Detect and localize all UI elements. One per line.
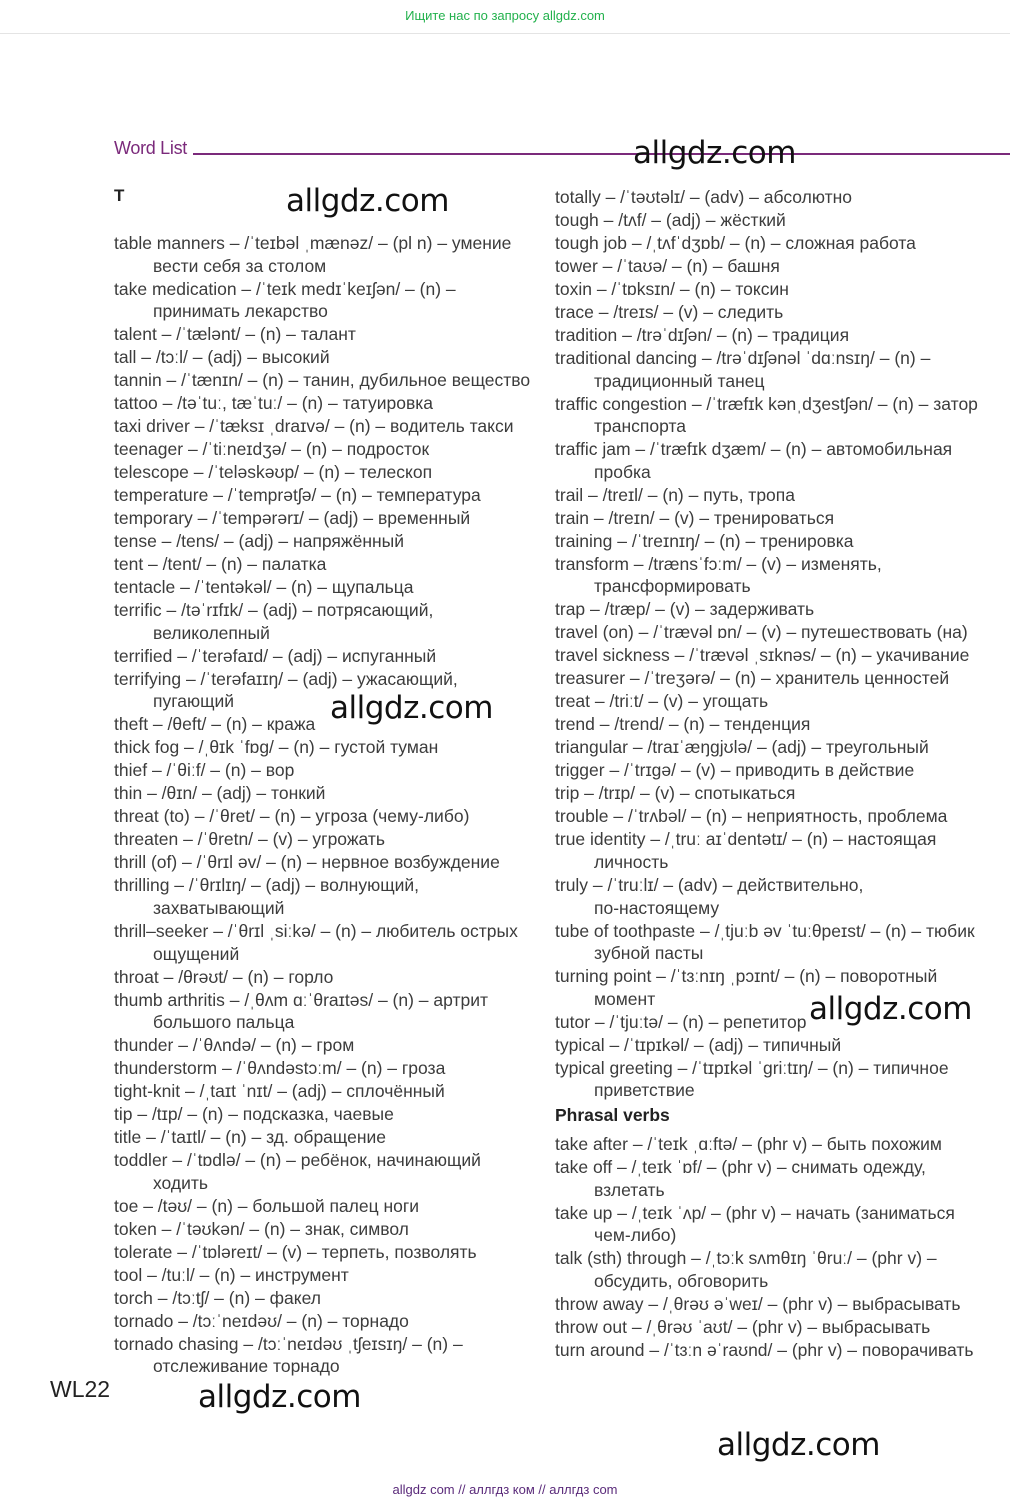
entry-continuation: трансформировать	[594, 576, 751, 597]
entry-text: thunderstorm – /ˈθʌndəstɔːm/ – (n) – гроза	[114, 1058, 446, 1079]
word-entry	[114, 920, 518, 965]
entry-text: thrill (of) – /ˈθrɪl əv/ – (n) – нервное возбуждение	[114, 852, 500, 873]
entry-text: tight-knit – /ˌtaɪt ˈnɪt/ – (adj) – сплочённый	[114, 1081, 445, 1102]
entry-continuation: взлетать	[594, 1179, 665, 1200]
entry-text: torch – /tɔːtʃ/ – (n) – факел	[114, 1287, 321, 1308]
entry-text: totally – /ˈtəʊtəlɪ/ – (adv) – абсолютно	[555, 187, 852, 207]
word-entry	[555, 232, 916, 255]
word-entry	[555, 782, 795, 805]
section-title: Word List	[114, 138, 187, 158]
word-entry	[114, 576, 414, 599]
entry-text: toxin – /ˈtɒksɪn/ – (n) – токсин	[555, 279, 789, 299]
word-entry	[555, 301, 783, 324]
watermark: allgdz.com	[286, 183, 449, 219]
entry-text: tube of toothpaste – /ˌtjuːb əv ˈtuːθpeɪst/ – (n) – тюбик	[555, 920, 975, 941]
entry-text: talent – /ˈtælənt/ – (n) – талант	[114, 324, 356, 345]
word-entry	[555, 1293, 961, 1316]
entry-text: teenager – /ˈtiːneɪdʒə/ – (n) – подросток	[114, 439, 430, 460]
word-entry	[555, 278, 789, 301]
entry-text: thrill–seeker – /ˈθrɪl ˌsiːkə/ – (n) – любитель острых	[114, 921, 518, 941]
entry-text: tutor – /ˈtjuːtə/ – (n) – репетитор	[555, 1011, 807, 1032]
entry-text: thrilling – /ˈθrɪlɪŋ/ – (adj) – волнующий,	[114, 875, 420, 896]
entry-text: true identity – /ˌtruː aɪˈdentətɪ/ – (n) – настоящая	[555, 829, 937, 850]
word-entry	[555, 438, 952, 483]
entry-continuation: великолепный	[153, 622, 270, 643]
word-entry	[114, 346, 330, 369]
word-entry	[555, 736, 929, 759]
word-entry	[114, 782, 325, 805]
word-entry	[555, 1011, 806, 1034]
word-entry	[555, 874, 863, 919]
entry-text: throw out – /ˌθrəʊ ˈaʊt/ – (phr v) – выбрасывать	[555, 1316, 931, 1337]
word-entry	[555, 484, 795, 507]
entry-text: theft – /θeft/ – (n) – кража	[114, 714, 316, 735]
word-entry	[555, 1133, 942, 1156]
entry-text: thumb arthritis – /ˌθʌm ɑːˈθraɪtəs/ – (n) – артрит	[114, 989, 489, 1010]
word-entry	[555, 324, 849, 347]
entry-text: tip – /tɪp/ – (n) – подсказка, чаевые	[114, 1104, 394, 1125]
word-entry	[114, 805, 469, 828]
entry-text: talk (sth) through – /ˌtɔːk sʌmθɪŋ ˈθruː/ – (phr v) –	[555, 1248, 937, 1269]
entry-continuation: отслеживание торнадо	[153, 1356, 340, 1377]
watermark: allgdz.com	[717, 1427, 880, 1463]
word-entry	[114, 645, 436, 668]
word-entry	[114, 438, 429, 461]
entry-text: tool – /tuːl/ – (n) – инструмент	[114, 1264, 349, 1285]
word-entry	[114, 1149, 481, 1194]
word-entry	[555, 805, 947, 828]
word-entry	[114, 415, 514, 438]
entry-text: thick fog – /ˌθɪk ˈfɒg/ – (n) – густой туман	[114, 737, 439, 758]
page-number: WL22	[50, 1376, 111, 1402]
entry-text: tough job – /ˌtʌfˈdʒɒb/ – (n) – сложная работа	[555, 233, 916, 253]
entry-text: turn around – /ˈtɜːn əˈraʊnd/ – (phr v) – поворачивать	[555, 1339, 974, 1360]
word-entry	[555, 209, 786, 232]
word-entry	[114, 1264, 349, 1287]
entry-text: training – /ˈtreɪnɪŋ/ – (n) – тренировка	[555, 530, 854, 551]
entry-text: tense – /tens/ – (adj) – напряжённый	[114, 531, 404, 552]
word-entry	[555, 347, 930, 392]
entry-continuation: транспорта	[594, 416, 687, 437]
word-entry	[114, 232, 511, 277]
word-entry	[114, 851, 500, 874]
letter-heading: T	[114, 186, 125, 205]
word-entry	[114, 1218, 409, 1241]
word-entry	[114, 1195, 419, 1218]
entry-text: token – /ˈtəʊkən/ – (n) – знак, символ	[114, 1218, 409, 1239]
entry-text: terrific – /təˈrɪfɪk/ – (adj) – потрясающий,	[114, 600, 434, 621]
word-entry	[114, 530, 404, 553]
entry-text: travel (on) – /ˈtrævəl ɒn/ – (v) – путешествовать (на)	[555, 622, 968, 643]
entry-text: tradition – /trəˈdɪʃən/ – (n) – традиция	[555, 325, 850, 345]
entry-continuation: обсудить, обговорить	[594, 1270, 769, 1291]
word-entry	[555, 690, 768, 713]
entry-text: taxi driver – /ˈtæksɪ ˌdraɪvə/ – (n) – водитель такси	[114, 416, 514, 437]
entry-text: traffic congestion – /ˈtræfɪk kənˌdʒestʃən/ – (n) – затор	[555, 393, 978, 414]
entry-continuation: по-настоящему	[594, 897, 720, 918]
entry-continuation: большого пальца	[153, 1012, 295, 1033]
word-entry	[114, 1333, 463, 1378]
word-entry	[555, 530, 854, 553]
entry-continuation: чем-либо)	[594, 1225, 677, 1246]
word-entry	[555, 644, 969, 667]
entry-text: treasurer – /ˈtreʒərə/ – (n) – хранитель ценностей	[555, 668, 950, 689]
word-entry	[114, 278, 456, 323]
entry-text: thief – /ˈθiːf/ – (n) – вор	[114, 760, 295, 781]
entry-continuation: вести себя за столом	[153, 255, 327, 276]
entry-text: take off – /ˌteɪk ˈɒf/ – (phr v) – снимать одежду,	[555, 1157, 926, 1177]
entry-continuation: ходить	[153, 1172, 209, 1193]
phrasal-verbs-heading: Phrasal verbs	[555, 1105, 670, 1125]
entry-text: typical – /ˈtɪpɪkəl/ – (adj) – типичный	[555, 1034, 842, 1055]
word-entry	[114, 1126, 386, 1149]
entry-text: take medication – /ˈteɪk medɪˈkeɪʃən/ – (n) –	[114, 278, 456, 299]
entry-continuation: традиционный танец	[594, 370, 765, 391]
word-entry	[555, 553, 882, 598]
word-entry	[555, 507, 834, 530]
entry-text: take after – /ˈteɪk ˌɑːftə/ – (phr v) – быть похожим	[555, 1134, 942, 1154]
entry-text: tannin – /ˈtænɪn/ – (n) – танин, дубильное вещество	[114, 370, 531, 391]
word-entry	[114, 713, 315, 736]
entry-text: train – /treɪn/ – (v) – тренироваться	[555, 507, 835, 528]
word-entry	[555, 713, 810, 736]
entry-text: trap – /træp/ – (v) – задерживать	[555, 599, 815, 620]
word-entry	[555, 1247, 937, 1292]
entry-continuation: приветствие	[594, 1080, 695, 1101]
word-entry	[555, 759, 914, 782]
word-entry	[555, 1034, 841, 1057]
entry-continuation: пробка	[594, 461, 651, 482]
word-entry	[114, 461, 432, 484]
entry-text: take up – /ˌteɪk ˈʌp/ – (phr v) – начать (заниматься	[555, 1202, 955, 1223]
word-entry	[114, 759, 294, 782]
word-entry	[555, 1339, 973, 1362]
word-entry	[555, 255, 780, 278]
entry-text: travel sickness – /ˈtrævəl ˌsɪknəs/ – (n) – укачивание	[555, 645, 970, 666]
word-entry	[555, 621, 968, 644]
word-entry	[114, 1034, 354, 1057]
entry-text: tower – /ˈtaʊə/ – (n) – башня	[555, 256, 780, 276]
word-entry	[555, 828, 936, 873]
entry-text: trend – /trend/ – (n) – тенденция	[555, 714, 811, 735]
word-entry	[114, 1241, 477, 1264]
word-entry	[114, 989, 488, 1034]
word-entry	[555, 186, 852, 209]
entry-text: traditional dancing – /trəˈdɪʃənəl ˈdɑːnsɪŋ/ – (n) –	[555, 348, 931, 368]
entry-text: throw away – /ˌθrəʊ əˈweɪ/ – (phr v) – выбрасывать	[555, 1293, 961, 1314]
entry-text: turning point – /ˈtɜːnɪŋ ˌpɔɪnt/ – (n) – поворотный	[555, 966, 938, 987]
watermark: allgdz.com	[330, 690, 493, 726]
word-entry	[114, 507, 470, 530]
entry-text: trace – /treɪs/ – (v) – следить	[555, 302, 784, 322]
entry-text: temporary – /ˈtempərərɪ/ – (adj) – временный	[114, 508, 471, 529]
entry-continuation: зубной пасты	[594, 943, 704, 964]
entry-text: thin – /θɪn/ – (adj) – тонкий	[114, 783, 326, 804]
entry-text: trouble – /ˈtrʌbəl/ – (n) – неприятность, проблема	[555, 806, 948, 827]
word-entry	[114, 392, 433, 415]
entry-text: truly – /ˈtruːlɪ/ – (adv) – действительно,	[555, 875, 864, 895]
entry-text: tent – /tent/ – (n) – палатка	[114, 554, 327, 575]
word-entry	[114, 599, 433, 644]
entry-continuation: захватывающий	[153, 897, 285, 918]
word-entry	[114, 323, 356, 346]
word-entry	[114, 1080, 445, 1103]
entry-continuation: личность	[594, 851, 669, 872]
entry-text: transform – /trænsˈfɔːm/ – (v) – изменять,	[555, 553, 882, 574]
word-entry	[555, 1057, 949, 1102]
word-entry	[555, 1316, 930, 1339]
word-entry	[555, 1202, 955, 1247]
word-entry	[555, 667, 949, 690]
entry-text: trip – /trɪp/ – (v) – спотыкаться	[555, 783, 796, 804]
watermark: allgdz.com	[809, 991, 972, 1027]
word-entry	[114, 1057, 445, 1080]
entry-text: title – /ˈtaɪtl/ – (n) – зд. обращение	[114, 1127, 387, 1148]
entry-text: trail – /treɪl/ – (n) – путь, тропа	[555, 484, 795, 505]
entry-text: treat – /triːt/ – (v) – угощать	[555, 691, 769, 712]
entry-text: throat – /θrəʊt/ – (n) – горло	[114, 966, 334, 987]
section-rule	[193, 153, 1010, 155]
entry-text: thunder – /ˈθʌndə/ – (n) – гром	[114, 1035, 355, 1056]
entry-text: threaten – /ˈθretn/ – (v) – угрожать	[114, 829, 386, 850]
word-entry	[114, 874, 419, 919]
word-entry	[114, 369, 530, 392]
entry-text: typical greeting – /ˈtɪpɪkəl ˈgriːtɪŋ/ – (n) – типичное	[555, 1057, 949, 1078]
entry-text: tall – /tɔːl/ – (adj) – высокий	[114, 347, 330, 368]
entry-continuation: принимать лекарство	[153, 301, 328, 322]
footer-links[interactable]: allgdz com // аллгдз ком // аллгдз com	[392, 1482, 618, 1497]
watermark: allgdz.com	[198, 1379, 361, 1415]
top-divider	[0, 33, 1010, 34]
entry-text: telescope – /ˈteləskəʊp/ – (n) – телескоп	[114, 462, 433, 483]
top-banner[interactable]: Ищите нас по запросу allgdz.com	[405, 8, 605, 23]
word-entry	[114, 828, 385, 851]
entry-text: terrified – /ˈterəfaɪd/ – (adj) – испуганный	[114, 645, 437, 666]
entry-text: tornado chasing – /tɔːˈneɪdəʊ ˌtʃeɪsɪŋ/ – (n) –	[114, 1333, 463, 1354]
entry-text: triangular – /traɪˈæŋgjʊlə/ – (adj) – треугольный	[555, 737, 929, 758]
entry-continuation: пугающий	[153, 691, 235, 712]
word-entry	[555, 1156, 926, 1201]
entry-text: traffic jam – /ˈtræfɪk dʒæm/ – (n) – автомобильная	[555, 439, 953, 460]
word-entry	[555, 920, 975, 965]
entry-text: tough – /tʌf/ – (adj) – жёсткий	[555, 210, 786, 230]
word-entry	[555, 598, 814, 621]
word-entry	[114, 1103, 394, 1126]
entry-text: tornado – /tɔːˈneɪdəʊ/ – (n) – торнадо	[114, 1310, 409, 1331]
word-entry	[114, 484, 481, 507]
watermark: allgdz.com	[633, 135, 796, 171]
entry-text: tolerate – /ˈtɒləreɪt/ – (v) – терпеть, позволять	[114, 1241, 477, 1262]
word-entry	[114, 553, 326, 576]
entry-text: table manners – /ˈteɪbəl ˌmænəz/ – (pl n) – умение	[114, 233, 512, 253]
word-entry	[114, 966, 333, 989]
word-entry	[114, 736, 438, 759]
entry-text: trigger – /ˈtrɪgə/ – (v) – приводить в действие	[555, 760, 915, 781]
word-entry	[555, 393, 978, 438]
entry-text: threat (to) – /ˈθret/ – (n) – угроза (чему-либо)	[114, 806, 470, 827]
word-entry	[114, 1287, 321, 1310]
entry-text: toe – /təʊ/ – (n) – большой палец ноги	[114, 1195, 420, 1216]
entry-text: tattoo – /təˈtuː, tæˈtuː/ – (n) – татуировка	[114, 393, 434, 414]
entry-text: temperature – /ˈtemprətʃə/ – (n) – температура	[114, 485, 481, 506]
entry-text: terrifying – /ˈterəfaɪɪŋ/ – (adj) – ужасающий,	[114, 668, 458, 689]
entry-text: tentacle – /ˈtentəkəl/ – (n) – щупальца	[114, 577, 414, 598]
word-entry	[114, 1310, 409, 1333]
entry-continuation: ощущений	[153, 943, 240, 964]
entry-continuation: момент	[594, 988, 656, 1009]
entry-text: toddler – /ˈtɒdlə/ – (n) – ребёнок, начинающий	[114, 1150, 481, 1171]
